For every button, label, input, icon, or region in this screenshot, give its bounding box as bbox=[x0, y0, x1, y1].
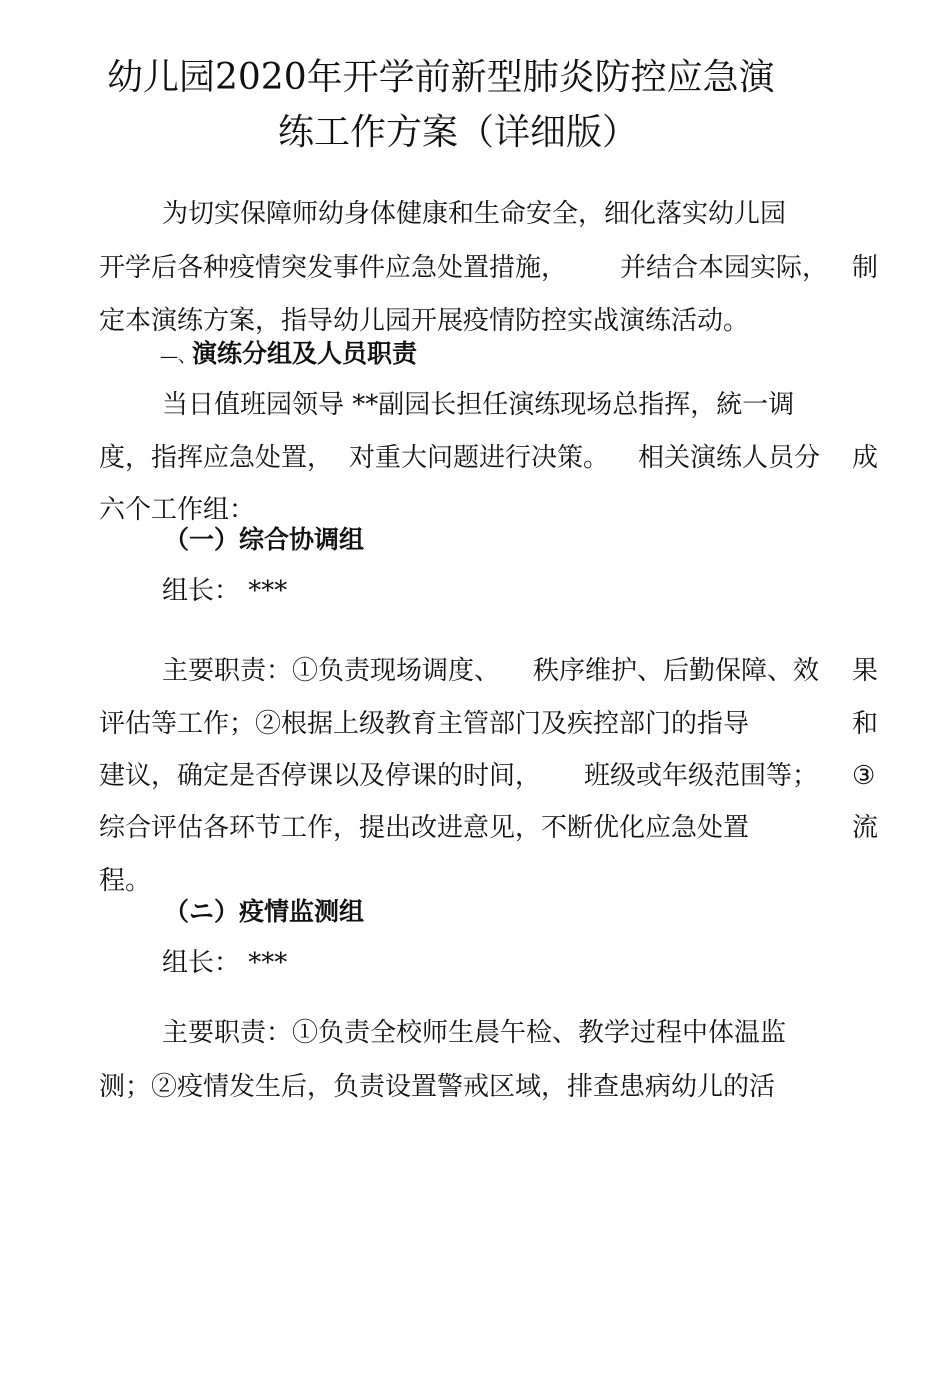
section-1-marker: —、 bbox=[160, 346, 196, 367]
intro-line-2c: 制 bbox=[852, 253, 879, 283]
section-1-line-2a: 度，指挥应急处置， bbox=[99, 443, 334, 473]
group-2-duty-line-1: 主要职责：①负责全校师生晨午检、教学过程中体温监 bbox=[162, 1018, 787, 1048]
group-1-duty-line-2b: 和 bbox=[852, 709, 879, 739]
intro-line-1: 为切实保障师幼身体健康和生命安全，细化落实幼儿园 bbox=[162, 199, 787, 229]
group-1-duty-line-1c: 果 bbox=[852, 656, 879, 686]
group-2-duty-line-2: 测；②疫情发生后，负责设置警戒区域，排查患病幼儿的活 bbox=[99, 1072, 776, 1102]
group-1-duty-line-1b: 秩序维护、后勤保障、效 bbox=[533, 656, 820, 686]
group-1-duty-line-3c: ③ bbox=[852, 761, 876, 791]
group-1-duty-line-5: 程。 bbox=[99, 866, 152, 896]
group-1-duty-line-1a: 主要职责：①负责现场调度、 bbox=[162, 656, 501, 686]
section-1-line-2d: 成 bbox=[852, 443, 879, 473]
intro-line-3: 定本演练方案，指导幼儿园开展疫情防控实战演练活动。 bbox=[99, 306, 750, 336]
group-1-duty-line-4b: 流 bbox=[852, 813, 879, 843]
group-1-duty-line-4a: 综合评估各环节工作，提出改进意见，不断优化应急处置 bbox=[99, 813, 750, 843]
section-1-line-2c: 相关演练人员分 bbox=[638, 443, 821, 473]
group-1-duty-line-3a: 建议，确定是否停课以及停课的时间， bbox=[99, 761, 542, 791]
group-2-leader: 组长： *** bbox=[162, 948, 288, 978]
group-1-duty-line-2a: 评估等工作；②根据上级教育主管部门及疾控部门的指导 bbox=[99, 709, 750, 739]
group-2-heading: （ニ）疫情监测组 bbox=[164, 897, 365, 926]
group-1-leader: 组长： *** bbox=[162, 576, 288, 606]
group-1-heading: （一）综合协调组 bbox=[164, 525, 365, 554]
group-1-duty-line-3b: 班级或年级范围等； bbox=[584, 761, 819, 791]
document-title-line-2: 练工作方案（详细版） bbox=[278, 112, 639, 153]
section-1-line-2b: 对重大问题进行决策。 bbox=[349, 443, 610, 473]
section-1-line-1: 当日值班园领导 **副园长担任演练现场总指挥，統一调 bbox=[162, 390, 795, 420]
intro-line-2b: 并结合本园实际， bbox=[620, 253, 829, 283]
section-1-heading: 演练分组及人员职责 bbox=[192, 339, 418, 368]
section-1-line-3: 六个工作组： bbox=[99, 495, 256, 525]
document-title-line-1: 幼儿园2020年开学前新型肺炎防控应急演 bbox=[107, 57, 775, 98]
intro-line-2a: 开学后各种疫情突发事件应急处置措施， bbox=[99, 253, 568, 283]
